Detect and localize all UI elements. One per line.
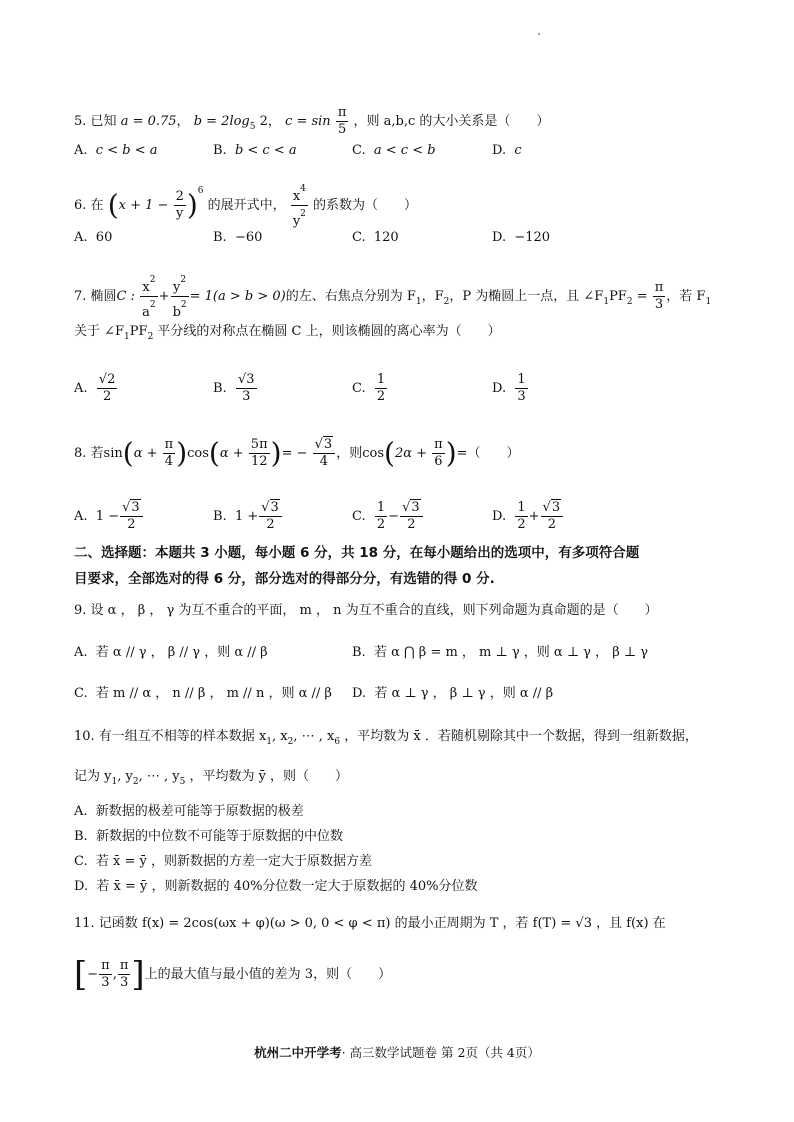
q8-option-d[interactable]: D. $\frac{1}{2}$ + $\frac{√3}{2}$ (492, 500, 564, 533)
q5-option-b[interactable] (213, 141, 297, 161)
q7-y: y (173, 280, 181, 295)
option-label: B. (74, 829, 88, 844)
paren-close: ) (270, 436, 282, 470)
option-label: C. (74, 686, 88, 701)
q10-text: , ⋯ , y (138, 769, 180, 784)
q7-line2b: PF (129, 324, 148, 339)
option-half-num: 1 (376, 500, 386, 515)
corner-dot (538, 33, 540, 35)
question-8-stem (74, 437, 520, 470)
section-2-heading-line2: 目要求，全部选对的得 6 分，部分选对的得部分分，有选错的得 0 分. (74, 571, 495, 587)
paren-open: ( (122, 436, 134, 470)
q8-four: 4 (164, 454, 174, 469)
option-label: B. (352, 645, 366, 660)
q8-six: 6 (434, 454, 443, 469)
option-label: A. (74, 143, 88, 158)
option-text: a < c < b (373, 143, 436, 158)
q8-tail: =（ ） (456, 446, 520, 461)
option-den: 2 (407, 517, 416, 532)
q6-exponent: 6 (197, 186, 204, 196)
q6-mid: 的展开式中， (207, 198, 286, 213)
option-label: D. (492, 509, 507, 524)
question-7-stem (74, 272, 711, 321)
option-text: 新数据的中位数不可能等于原数据的中位数 (95, 829, 343, 844)
option-label: D. (74, 879, 89, 894)
sub: 1 (603, 297, 610, 307)
q6-option-d[interactable] (492, 228, 550, 248)
q8-alpha: α + (219, 446, 244, 461)
q8-pi: π (434, 437, 443, 452)
option-label: C. (352, 230, 366, 245)
sub: 2 (132, 777, 139, 787)
option-pre: 1 + (234, 509, 259, 524)
q11-comma: , (112, 967, 117, 982)
q5-b: b = 2log (193, 114, 250, 129)
q11-three: 3 (101, 975, 110, 990)
option-label: A. (74, 381, 88, 396)
q9-option-c[interactable] (74, 684, 332, 704)
option-den: 2 (127, 517, 136, 532)
q6-option-a[interactable] (74, 228, 112, 248)
page-footer (0, 1043, 794, 1061)
section-2-heading-line1: 二、选择题：本题共 3 小题，每小题 6 分，共 18 分，在每小题给出的选项中，有多项符合题 (74, 545, 640, 561)
sub: 5 (179, 777, 186, 787)
q6-option-b[interactable] (213, 228, 262, 248)
option-num: 3 (131, 500, 140, 515)
option-pre: 1 − (95, 509, 120, 524)
q10-text: 记为 y (74, 769, 112, 784)
option-pre: − (388, 509, 400, 524)
q6-x: x (292, 189, 301, 204)
option-half-den: 2 (376, 517, 386, 532)
q8-option-c[interactable]: C. $\frac{1}{2}$ − $\frac{√3}{2}$ (352, 500, 424, 533)
q7-text6: ，若 F (666, 289, 706, 304)
q6-x-exp: 4 (300, 184, 306, 194)
paren-close: ) (186, 188, 198, 222)
option-text: 若 m // α ， n // β ， m // n ，则 α // β (95, 686, 332, 701)
option-text: −60 (234, 230, 263, 245)
q7-plus: + (158, 289, 170, 304)
option-den: 3 (242, 389, 251, 404)
option-text: 若 α ⊥ γ ， β ⊥ γ ，则 α // β (374, 686, 554, 701)
q7-line2: 关于 ∠F (74, 324, 125, 339)
q8-12: 12 (250, 454, 268, 469)
q7-a: a (142, 305, 150, 320)
option-label: C. (352, 143, 366, 158)
q5-frac-den: 5 (337, 122, 347, 137)
sub: 1 (124, 332, 130, 342)
question-10-line2 (74, 767, 348, 792)
q7-text5: = (632, 289, 648, 304)
q6-term-fraction (291, 181, 308, 230)
q11-neg: − (87, 967, 99, 982)
option-den: 2 (547, 517, 556, 532)
option-label: B. (213, 230, 227, 245)
q5-tail: ，则 a,b,c 的大小关系是（ ） (353, 114, 550, 129)
option-label: B. (213, 143, 227, 158)
option-label: A. (74, 230, 88, 245)
option-den: 2 (376, 389, 386, 404)
q6-tail: 的系数为（ ） (313, 198, 418, 213)
paren-open: ( (384, 436, 395, 470)
q8-then: ，则 (336, 446, 363, 461)
paren-close: ) (445, 436, 457, 470)
question-9-stem: 9. 设 α ， β ， γ 为互不重合的平面， m ， n 为互不重合的直线，则下列命题为真命题的是（ ） (74, 603, 658, 618)
option-label: B. (213, 509, 227, 524)
option-num: √3 (237, 372, 255, 387)
q7-c: C : (116, 289, 136, 304)
q5-c: c = sin (285, 114, 331, 129)
option-num: 3 (411, 500, 420, 515)
q7-frac-x (140, 272, 158, 321)
q5-option-c[interactable] (352, 141, 436, 161)
q9-option-b[interactable] (352, 643, 648, 663)
q8-den4: 4 (319, 454, 329, 469)
q8-frac-pi4 (163, 437, 176, 470)
option-label: C. (352, 509, 366, 524)
option-half-num: 1 (517, 500, 526, 515)
sub: 1 (705, 297, 712, 307)
option-text: 120 (373, 230, 399, 245)
option-half-den: 2 (517, 517, 526, 532)
bracket-open: [ (74, 954, 88, 995)
q7-text1: 的左、右焦点分别为 F (285, 289, 416, 304)
q8-number: 8. 若 (74, 446, 104, 461)
q10-text: , y (117, 769, 133, 784)
q7-option-a[interactable] (74, 372, 118, 405)
q7-text3: ，P 为椭圆上一点，且 ∠F (449, 289, 604, 304)
bracket-close: ] (131, 954, 145, 995)
sub: 2 (287, 737, 294, 747)
q7-text2: ，F (421, 289, 444, 304)
q9-option-d[interactable] (352, 684, 553, 704)
q6-option-c[interactable] (352, 228, 399, 248)
q5-frac-num: π (337, 105, 347, 120)
q6-frac-den: y (176, 206, 184, 221)
q9-option-a[interactable] (74, 643, 268, 663)
q5-a: a = 0.75 (120, 114, 177, 129)
q8-5pi: 5π (250, 437, 268, 452)
footer-page-info: · 高三数学试题卷 第 2页（共 4页） (341, 1045, 540, 1060)
sub: 6 (334, 737, 341, 747)
sub: 1 (266, 737, 273, 747)
q7-option-d[interactable] (492, 372, 529, 405)
q10-text: , ⋯ , x (293, 729, 335, 744)
q8-option-a[interactable]: A. 1 − $\frac{√3}{2}$ (74, 500, 144, 533)
option-label: A. (74, 804, 88, 819)
q5-fraction (336, 105, 349, 138)
q7-option-c[interactable] (352, 372, 388, 405)
q10-option-d[interactable] (74, 877, 478, 897)
option-den: 3 (517, 389, 526, 404)
option-num: √2 (98, 372, 116, 387)
q5-number: 5. 已知 (74, 114, 117, 129)
option-num: 1 (376, 372, 386, 387)
sub: 2 (147, 332, 154, 342)
option-label: D. (352, 686, 367, 701)
sub: 1 (111, 777, 118, 787)
q5-b-base: 5 (249, 122, 256, 132)
q8-sin: sin (103, 446, 123, 461)
paren-open: ( (107, 188, 119, 222)
q10-option-b[interactable] (74, 827, 343, 847)
paren-open: ( (208, 436, 220, 470)
sub: 1 (415, 297, 422, 307)
q11-pi: π (101, 958, 110, 973)
option-text: c (514, 143, 522, 158)
q7-pi: π (654, 280, 664, 295)
q11-frac-left (99, 958, 112, 991)
q7-frac-y (171, 272, 189, 321)
q11-frac-right (118, 958, 131, 991)
q10-text: 10. 有一组互不相等的样本数据 x (74, 729, 267, 744)
q7-x: x (142, 280, 150, 295)
q11-pi: π (119, 958, 129, 973)
question-11-line1: 11. 记函数 f(x) = 2cos(ωx + φ)(ω > 0, 0 < φ < π) 的最小正周期为 T ，若 f(T) = √3 ，且 f(x) 在 (74, 916, 666, 931)
question-5-stem: 5. 已知 a = 0.75， $b = 2\log_5$ 2， c = sin $\frac{\pi}{5}$ ，则 a,b,c 的大小关系是（ ） (74, 105, 550, 137)
option-label: D. (492, 230, 507, 245)
question-10-line1 (74, 727, 698, 752)
q10-text: ，平均数为 x̄ ．若随机剔除其中一个数据，得到一组新数据， (340, 729, 698, 744)
footer-school: 杭州二中开学考 (254, 1045, 342, 1060)
q7-x-exp: 2 (149, 275, 156, 285)
q6-number: 6. 在 (74, 198, 104, 213)
option-den: 2 (102, 389, 112, 404)
q8-eq: = − (281, 446, 308, 461)
q7-y-exp: 2 (180, 275, 187, 285)
q7-text4: PF (609, 289, 627, 304)
sub: 2 (443, 297, 450, 307)
q7-b-exp: 2 (180, 300, 187, 310)
option-text: 若 α // γ ， β // γ ，则 α // β (95, 645, 268, 660)
q6-y: y (292, 214, 301, 229)
option-label: D. (492, 381, 507, 396)
q7-option-b[interactable] (213, 372, 258, 405)
option-den: 2 (266, 517, 275, 532)
q6-expr: x + 1 − (118, 198, 169, 213)
q8-cos: cos (362, 446, 384, 461)
option-label: B. (213, 381, 227, 396)
q7-number: 7. 椭圆 (74, 289, 117, 304)
q10-text: , x (272, 729, 288, 744)
q5-b-arg: 2 (255, 114, 268, 129)
q11-three: 3 (119, 975, 129, 990)
sub: 2 (626, 297, 633, 307)
q8-frac-pi6 (432, 437, 445, 470)
option-text: 新数据的极差可能等于原数据的极差 (95, 804, 304, 819)
option-num: 1 (517, 372, 526, 387)
q8-cos: cos (187, 446, 209, 461)
option-text: 若 x̄ = ȳ ，则新数据的 40%分位数一定大于原数据的 40%分位数 (96, 879, 478, 894)
option-text: −120 (514, 230, 551, 245)
question-11-line2 (74, 954, 392, 995)
option-label: D. (492, 143, 507, 158)
q8-alpha: α + (133, 446, 158, 461)
q10-option-c[interactable] (74, 852, 372, 872)
question-6-stem (74, 181, 417, 230)
q5-option-d[interactable] (492, 141, 522, 161)
option-label: C. (74, 854, 88, 869)
option-text: b < c < a (234, 143, 297, 158)
option-text: c < b < a (95, 143, 158, 158)
option-label: A. (74, 509, 88, 524)
question-7-line2 (74, 322, 501, 347)
option-num: 3 (270, 500, 279, 515)
q8-frac-5pi12 (249, 437, 270, 470)
q8-sqrt3: 3 (323, 437, 333, 452)
q6-y-exp: 2 (300, 209, 306, 219)
q8-2alpha: 2α + (394, 446, 428, 461)
q7-a-exp: 2 (149, 300, 156, 310)
q8-frac-sqrt3-4: $\frac{√3}{4}$ (313, 437, 336, 470)
q5-option-a[interactable] (74, 141, 157, 161)
option-text: 若 x̄ = ȳ ，则新数据的方差一定大于原数据方差 (95, 854, 372, 869)
option-num: 3 (551, 500, 561, 515)
q11-tail: 上的最大值与最小值的差为 3，则（ ） (144, 967, 392, 982)
q7-line2c: 平分线的对称点在椭圆 C 上，则该椭圆的离心率为（ ） (153, 324, 501, 339)
option-text: 60 (95, 230, 113, 245)
q6-frac-num: 2 (175, 189, 184, 204)
q7-b: b (172, 305, 181, 320)
q10-option-a[interactable] (74, 802, 304, 822)
paren-close: ) (176, 436, 188, 470)
option-text: 若 α ⋂ β = m ， m ⊥ γ ，则 α ⊥ γ ， β ⊥ γ (373, 645, 648, 660)
q7-three: 3 (654, 297, 664, 312)
option-label: A. (74, 645, 88, 660)
option-label: C. (352, 381, 366, 396)
q7-frac-angle (653, 280, 666, 313)
q8-option-b[interactable]: B. 1 + $\frac{√3}{2}$ (213, 500, 283, 533)
q7-condition: = 1(a > b > 0) (189, 289, 286, 304)
q6-fraction (174, 189, 186, 222)
q10-text: ，平均数为 ȳ ，则（ ） (185, 769, 349, 784)
q8-pi: π (164, 437, 174, 452)
option-pre: + (528, 509, 540, 524)
